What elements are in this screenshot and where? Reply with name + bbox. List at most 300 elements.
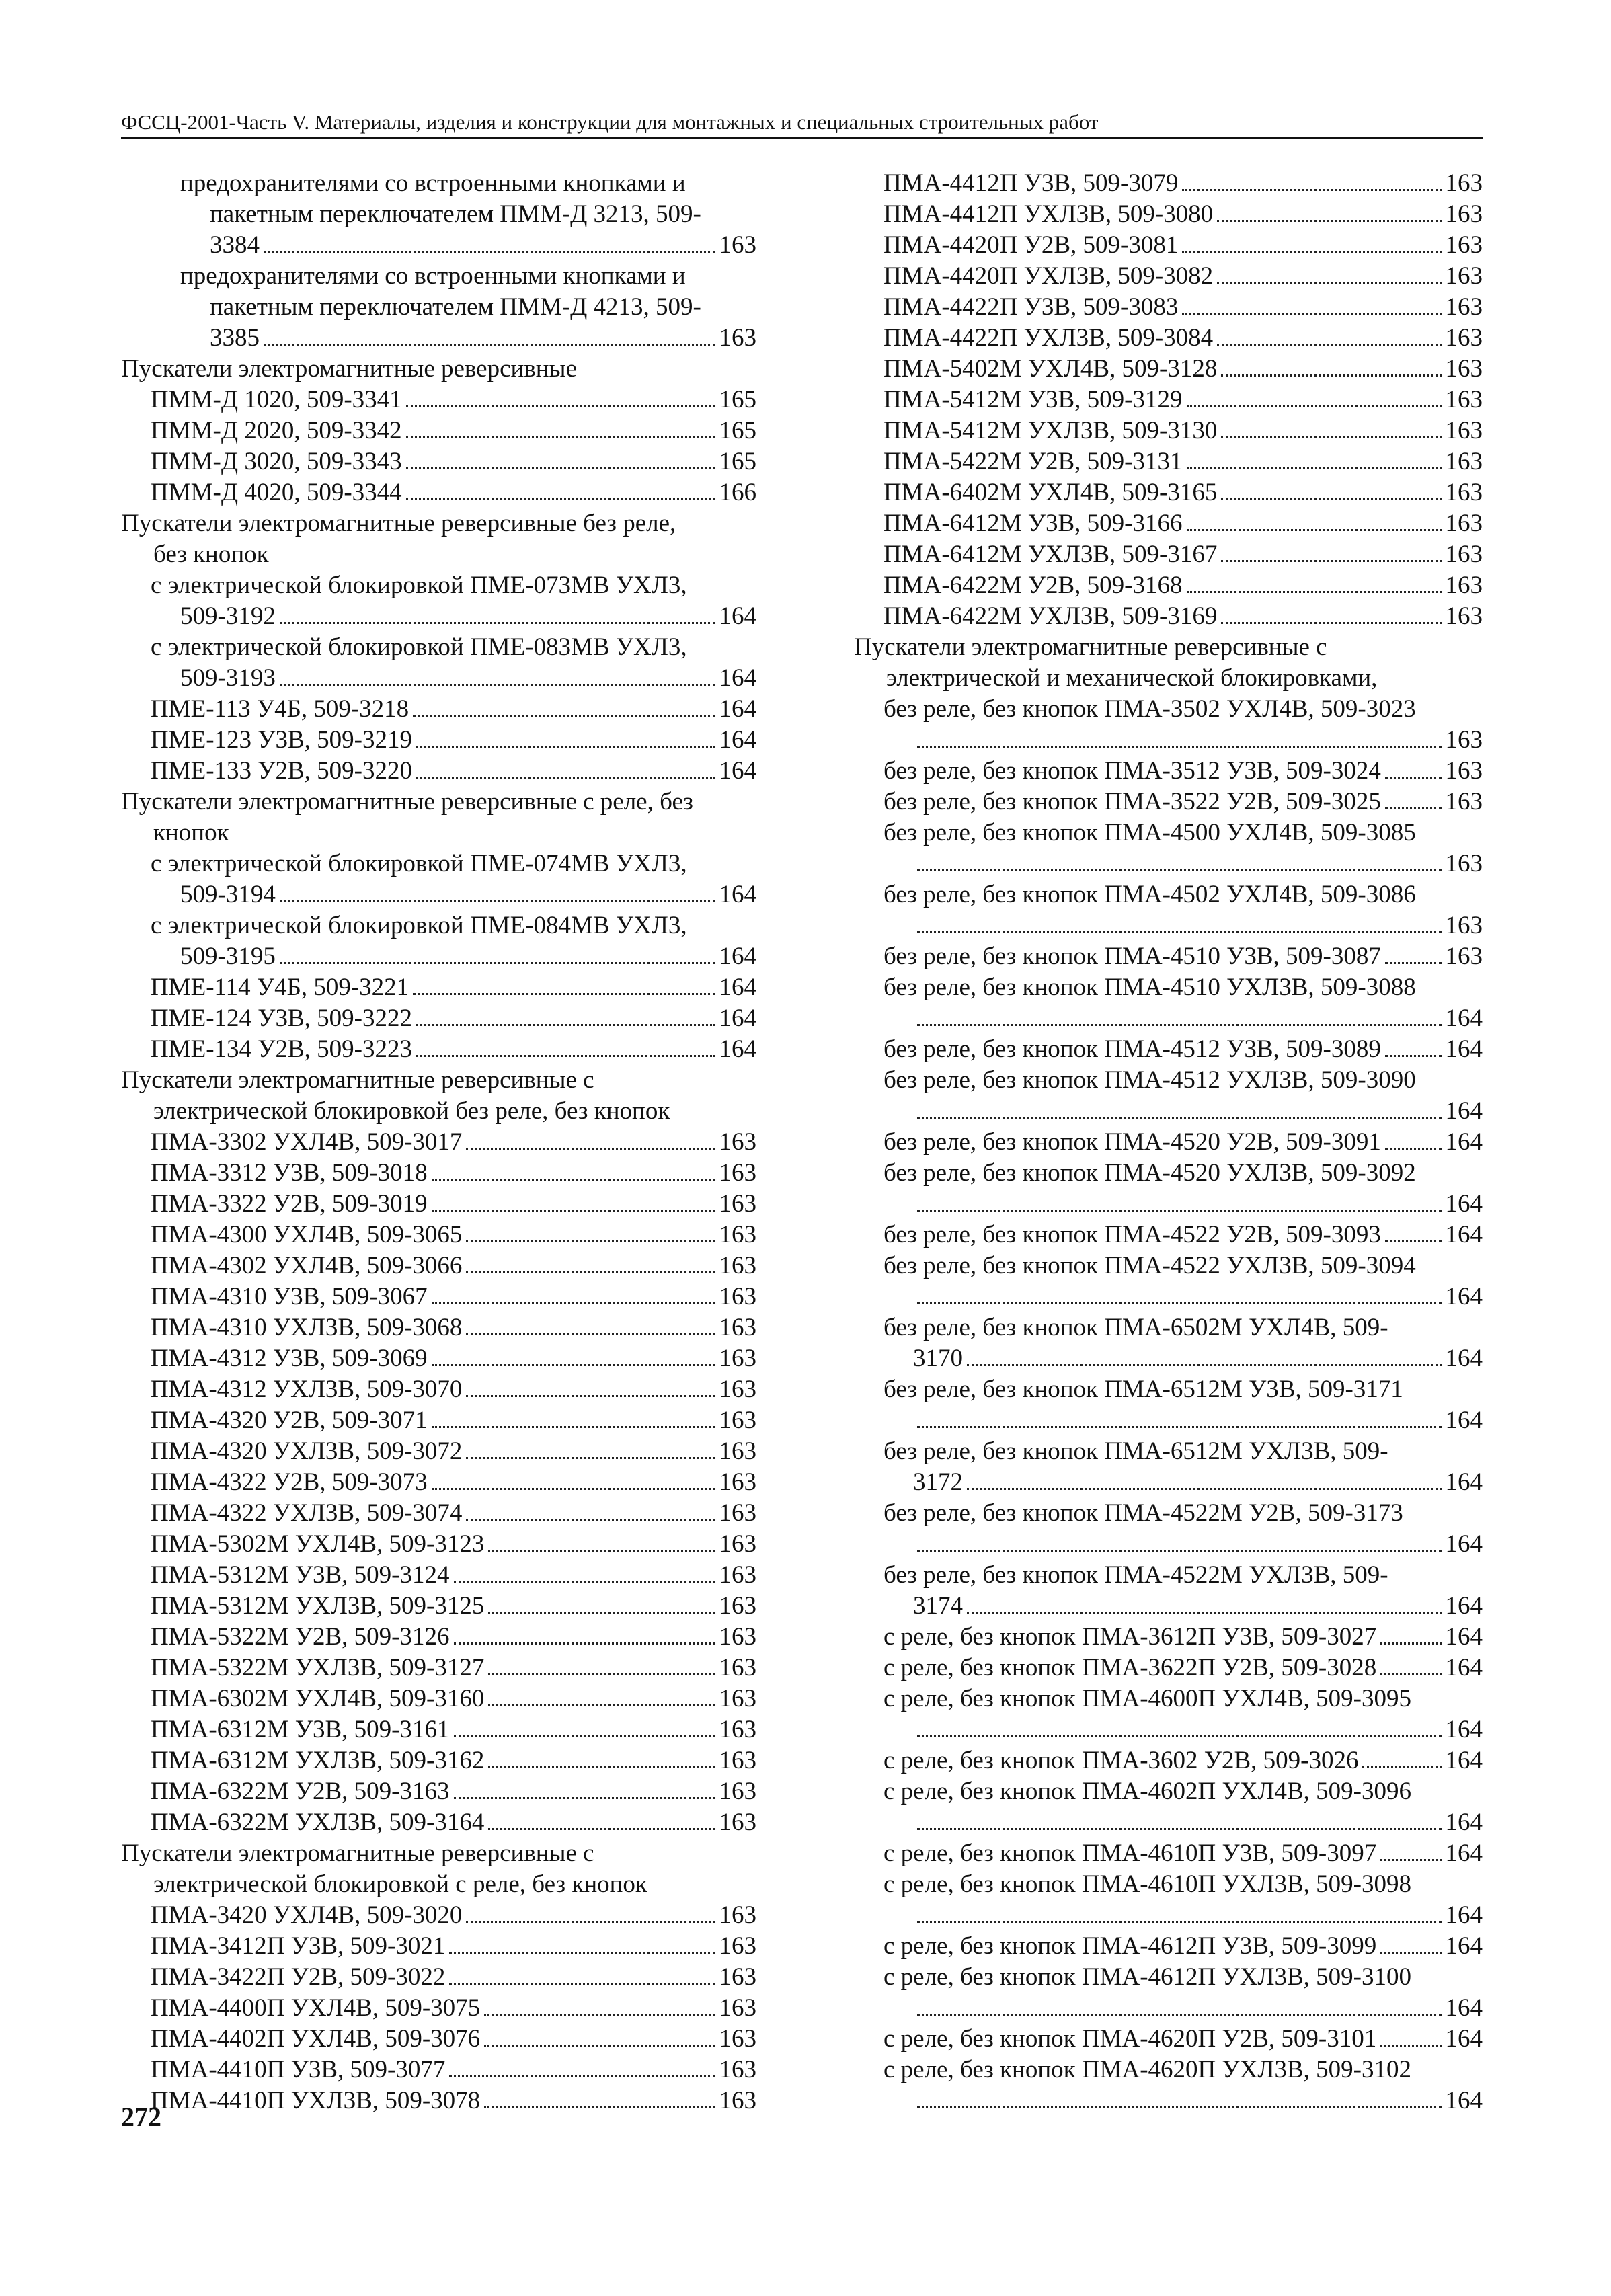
index-entry bbox=[121, 601, 756, 632]
index-entry-text: 509-3193 bbox=[180, 664, 276, 692]
page-ref: 163 bbox=[719, 1437, 756, 1465]
dot-leader bbox=[432, 1364, 715, 1366]
dot-leader bbox=[1380, 2045, 1441, 2047]
index-entry-text: ПМЕ-124 У3В, 509-3222 bbox=[151, 1004, 412, 1032]
page-ref: 163 bbox=[1445, 200, 1483, 228]
dot-leader bbox=[466, 1921, 715, 1923]
index-entry-line: без реле, без кнопок ПМА-3502 УХЛ4В, 509-3023 bbox=[883, 695, 1416, 723]
index-entry bbox=[121, 1034, 756, 1065]
index-entry-line: с электрической блокировкой ПМЕ-084МВ УХЛ3, bbox=[151, 912, 687, 939]
page-ref: 163 bbox=[719, 231, 756, 259]
page-ref: 163 bbox=[719, 1376, 756, 1403]
index-heading-line: без кнопок bbox=[153, 541, 269, 568]
dot-leader bbox=[1380, 1952, 1441, 1954]
index-entry-line: без реле, без кнопок ПМА-4522М УХЛ3В, 509- bbox=[883, 1561, 1388, 1589]
dot-leader bbox=[488, 1673, 715, 1675]
index-entry-line: с реле, без кнопок ПМА-4620П УХЛ3В, 509-3102 bbox=[883, 2056, 1412, 2084]
page-ref: 164 bbox=[719, 1035, 756, 1063]
index-entry-text: с реле, без кнопок ПМА-4610П У3В, 509-3097 bbox=[883, 1839, 1377, 1867]
index-entry bbox=[854, 508, 1483, 539]
index-entry-text: ПМА-6312М УХЛ3В, 509-3162 bbox=[151, 1747, 485, 1774]
index-entry bbox=[121, 1251, 756, 1281]
index-entry bbox=[854, 477, 1483, 508]
page-ref: 163 bbox=[719, 1314, 756, 1341]
index-entry-text: ПММ-Д 1020, 509-3341 bbox=[151, 386, 402, 413]
index-entry-line: с реле, без кнопок ПМА-4612П УХЛ3В, 509-3100 bbox=[883, 1963, 1412, 1991]
index-entry bbox=[121, 1745, 756, 1776]
index-entry-leader-row bbox=[854, 1281, 1483, 1312]
dot-leader bbox=[466, 1148, 715, 1150]
page-ref: 164 bbox=[1445, 1592, 1483, 1620]
page-ref: 163 bbox=[1445, 169, 1483, 197]
dot-leader bbox=[280, 622, 715, 624]
index-entry-leader-row bbox=[854, 1189, 1483, 1220]
page-ref: 163 bbox=[1445, 943, 1483, 970]
index-entry-line: с электрической блокировкой ПМЕ-083МВ УХЛ3, bbox=[151, 633, 687, 661]
page-ref: 163 bbox=[1445, 386, 1483, 413]
page-ref: 163 bbox=[719, 2056, 756, 2084]
index-entry-text: с реле, без кнопок ПМА-3622П У2В, 509-3028 bbox=[883, 1654, 1377, 1681]
dot-leader bbox=[1221, 374, 1441, 377]
index-entry bbox=[854, 1838, 1483, 1869]
dot-leader bbox=[1221, 436, 1441, 438]
index-entry bbox=[121, 1374, 756, 1405]
dot-leader bbox=[416, 1055, 715, 1057]
dot-leader bbox=[280, 962, 715, 964]
dot-leader bbox=[454, 1581, 715, 1583]
dot-leader bbox=[1385, 962, 1442, 964]
index-entry-text: ПМА-3420 УХЛ4В, 509-3020 bbox=[151, 1901, 463, 1929]
index-heading-line: электрической и механической блокировками, bbox=[886, 664, 1378, 692]
index-entry-text: без реле, без кнопок ПМА-4522 У2В, 509-3093 bbox=[883, 1221, 1381, 1249]
page-ref: 163 bbox=[719, 1499, 756, 1527]
dot-leader bbox=[917, 1550, 1442, 1552]
index-entry-text: ПМА-3422П У2В, 509-3022 bbox=[151, 1963, 446, 1991]
index-entry-text: ПМА-5412М УХЛ3В, 509-3130 bbox=[883, 417, 1218, 444]
index-entry-line: без реле, без кнопок ПМА-4520 УХЛ3В, 509-3092 bbox=[883, 1159, 1416, 1187]
index-entry bbox=[121, 725, 756, 756]
index-entry-text: ПМА-4422П УХЛ3В, 509-3084 bbox=[883, 324, 1214, 352]
dot-leader bbox=[917, 1024, 1442, 1026]
page-ref: 163 bbox=[719, 2087, 756, 2114]
index-entry bbox=[121, 1405, 756, 1436]
page-ref: 163 bbox=[1445, 850, 1483, 877]
index-entry bbox=[121, 446, 756, 477]
dot-leader bbox=[416, 1024, 715, 1026]
index-entry-line: с реле, без кнопок ПМА-4600П УХЛ4В, 509-3095 bbox=[883, 1685, 1412, 1712]
index-entry bbox=[121, 477, 756, 508]
index-entry-line: предохранителями со встроенными кнопками и bbox=[180, 169, 686, 197]
index-entry bbox=[121, 756, 756, 787]
page-ref: 164 bbox=[1445, 1035, 1483, 1063]
dot-leader bbox=[1362, 1766, 1441, 1768]
running-header: ФССЦ-2001-Часть V. Материалы, изделия и конструкции для монтажных и специальных строительных работ bbox=[121, 108, 1483, 139]
index-entry bbox=[121, 1467, 756, 1498]
index-entry-text: ПМА-5312М У3В, 509-3124 bbox=[151, 1561, 450, 1589]
dot-leader bbox=[917, 1210, 1442, 1212]
dot-leader bbox=[454, 1642, 715, 1645]
index-entry bbox=[854, 1745, 1483, 1776]
dot-leader bbox=[466, 1271, 715, 1273]
dot-leader bbox=[466, 1333, 715, 1335]
page-ref: 163 bbox=[719, 1809, 756, 1836]
dot-leader bbox=[1385, 1148, 1442, 1150]
dot-leader bbox=[1182, 189, 1441, 191]
index-entry-text: без реле, без кнопок ПМА-3522 У2В, 509-3025 bbox=[883, 788, 1381, 816]
index-entry-text: ПМА-4320 У2В, 509-3071 bbox=[151, 1407, 428, 1434]
index-entry bbox=[121, 879, 756, 910]
index-entry-line: без реле, без кнопок ПМА-6502М УХЛ4В, 509- bbox=[883, 1314, 1388, 1341]
dot-leader bbox=[406, 436, 715, 438]
page-ref: 163 bbox=[719, 1468, 756, 1496]
index-entry bbox=[854, 1034, 1483, 1065]
index-entry bbox=[121, 1312, 756, 1343]
dot-leader bbox=[917, 931, 1442, 933]
index-heading-line: Пускатели электромагнитные реверсивные без реле, bbox=[121, 510, 676, 537]
page-ref: 163 bbox=[719, 1623, 756, 1651]
index-entry bbox=[121, 1653, 756, 1684]
index-entry-text: ПМЕ-114 У4Б, 509-3221 bbox=[151, 974, 409, 1001]
index-entry-leader-row bbox=[854, 1807, 1483, 1838]
index-entry-text: ПМА-6312М У3В, 509-3161 bbox=[151, 1716, 450, 1743]
page-ref: 163 bbox=[1445, 355, 1483, 383]
index-entry-line: без реле, без кнопок ПМА-4502 УХЛ4В, 509-3086 bbox=[883, 881, 1416, 908]
index-entry bbox=[854, 539, 1483, 570]
index-entry-line: без реле, без кнопок ПМА-6512М УХЛ3В, 509- bbox=[883, 1437, 1388, 1465]
page-ref: 163 bbox=[719, 1561, 756, 1589]
dot-leader bbox=[488, 1828, 715, 1830]
dot-leader bbox=[432, 1210, 715, 1212]
dot-leader bbox=[488, 1550, 715, 1552]
page-ref: 164 bbox=[1445, 1809, 1483, 1836]
page-ref: 163 bbox=[719, 1963, 756, 1991]
page-ref: 164 bbox=[1445, 1623, 1483, 1651]
dot-leader bbox=[917, 1828, 1442, 1830]
index-entry bbox=[854, 1931, 1483, 1962]
dot-leader bbox=[406, 467, 715, 469]
dot-leader bbox=[449, 1952, 715, 1954]
dot-leader bbox=[454, 1797, 715, 1799]
dot-leader bbox=[432, 1488, 715, 1490]
dot-leader bbox=[1217, 282, 1441, 284]
index-entry-text: 509-3194 bbox=[180, 881, 276, 908]
page-ref: 164 bbox=[1445, 1901, 1483, 1929]
dot-leader bbox=[454, 1735, 715, 1737]
page-ref: 163 bbox=[1445, 510, 1483, 537]
dot-leader bbox=[917, 1426, 1442, 1428]
index-entry bbox=[854, 323, 1483, 354]
index-entry-leader-row bbox=[854, 848, 1483, 879]
page-ref: 163 bbox=[1445, 231, 1483, 259]
dot-leader bbox=[1182, 313, 1441, 315]
dot-leader bbox=[432, 1426, 715, 1428]
index-entry-text: ПММ-Д 2020, 509-3342 bbox=[151, 417, 402, 444]
index-entry bbox=[121, 1436, 756, 1467]
index-entry-text: ПМА-5322М У2В, 509-3126 bbox=[151, 1623, 450, 1651]
index-entry-text: ПМЕ-134 У2В, 509-3223 bbox=[151, 1035, 412, 1063]
index-entry-text: ПМА-5312М УХЛ3В, 509-3125 bbox=[151, 1592, 485, 1620]
index-entry-text: ПМЕ-113 У4Б, 509-3218 bbox=[151, 695, 409, 723]
index-entry bbox=[854, 1467, 1483, 1498]
index-entry bbox=[121, 1776, 756, 1807]
dot-leader bbox=[917, 869, 1442, 871]
index-entry-text: ПМА-5322М УХЛ3В, 509-3127 bbox=[151, 1654, 485, 1681]
index-entry-text: ПМА-4322 УХЛ3В, 509-3074 bbox=[151, 1499, 463, 1527]
dot-leader bbox=[1385, 777, 1442, 779]
dot-leader bbox=[432, 1179, 715, 1181]
index-entry-text: ПМА-4420П УХЛ3В, 509-3082 bbox=[883, 262, 1214, 290]
dot-leader bbox=[1221, 560, 1441, 562]
index-entry bbox=[121, 385, 756, 415]
dot-leader bbox=[264, 344, 715, 346]
index-entry-text: 509-3192 bbox=[180, 602, 276, 630]
page-ref: 163 bbox=[1445, 324, 1483, 352]
index-heading-line: Пускатели электромагнитные реверсивные с bbox=[121, 1839, 594, 1867]
index-entry-text: ПМА-6412М УХЛ3В, 509-3167 bbox=[883, 541, 1218, 568]
index-heading-line: Пускатели электромагнитные реверсивные bbox=[121, 355, 577, 383]
index-entry-leader-row bbox=[854, 1096, 1483, 1127]
index-entry-text: ПМА-4402П УХЛ4В, 509-3076 bbox=[151, 2025, 481, 2053]
index-entry bbox=[121, 1560, 756, 1591]
index-entry bbox=[854, 446, 1483, 477]
dot-leader bbox=[406, 498, 715, 500]
page-ref: 163 bbox=[719, 1159, 756, 1187]
index-entry bbox=[854, 199, 1483, 230]
dot-leader bbox=[1380, 1673, 1441, 1675]
index-entry-leader-row bbox=[854, 1714, 1483, 1745]
index-entry-text: ПМА-6412М У3В, 509-3166 bbox=[883, 510, 1183, 537]
index-entry-leader-row bbox=[854, 1529, 1483, 1560]
index-entry-line: без реле, без кнопок ПМА-6512М У3В, 509-3171 bbox=[883, 1376, 1403, 1403]
page-ref: 163 bbox=[719, 1283, 756, 1310]
page-ref: 163 bbox=[719, 1685, 756, 1712]
index-entry bbox=[121, 323, 756, 354]
dot-leader bbox=[413, 715, 715, 717]
dot-leader bbox=[1187, 529, 1442, 531]
index-entry-line: с электрической блокировкой ПМЕ-073МВ УХЛ3, bbox=[151, 571, 687, 599]
index-entry bbox=[854, 601, 1483, 632]
index-entry-text: без реле, без кнопок ПМА-3512 У3В, 509-3024 bbox=[883, 757, 1381, 785]
dot-leader bbox=[917, 1302, 1442, 1304]
page-ref: 164 bbox=[1445, 2025, 1483, 2053]
index-entry-text: ПМА-5422М У2В, 509-3131 bbox=[883, 448, 1183, 475]
index-entry-line: без реле, без кнопок ПМА-4522 УХЛ3В, 509-3094 bbox=[883, 1252, 1416, 1279]
index-entry bbox=[854, 1343, 1483, 1374]
page-ref: 163 bbox=[719, 1345, 756, 1372]
index-entry-text: ПМА-4300 УХЛ4В, 509-3065 bbox=[151, 1221, 463, 1249]
page-ref: 163 bbox=[1445, 417, 1483, 444]
index-entry-leader-row bbox=[854, 1405, 1483, 1436]
page-ref: 164 bbox=[1445, 1221, 1483, 1249]
page-ref: 163 bbox=[719, 1654, 756, 1681]
index-entry-text: без реле, без кнопок ПМА-4512 У3В, 509-3089 bbox=[883, 1035, 1381, 1063]
page-ref: 163 bbox=[719, 1592, 756, 1620]
index-entry-line: без реле, без кнопок ПМА-4510 УХЛ3В, 509-3088 bbox=[883, 974, 1416, 1001]
page-ref: 163 bbox=[719, 1221, 756, 1249]
index-entry-text: ПМА-3302 УХЛ4В, 509-3017 bbox=[151, 1128, 463, 1156]
index-entry bbox=[121, 2086, 756, 2116]
page-ref: 164 bbox=[719, 695, 756, 723]
index-entry bbox=[854, 415, 1483, 446]
index-entry-leader-row bbox=[854, 910, 1483, 941]
dot-leader bbox=[449, 1983, 715, 1985]
index-entry-text: ПМА-6402М УХЛ4В, 509-3165 bbox=[883, 479, 1218, 506]
page-ref: 164 bbox=[1445, 1932, 1483, 1960]
index-entry bbox=[121, 1993, 756, 2024]
index-entry-leader-row bbox=[854, 1003, 1483, 1034]
index-entry-line: с электрической блокировкой ПМЕ-074МВ УХЛ3, bbox=[151, 850, 687, 877]
dot-leader bbox=[917, 2014, 1442, 2016]
index-entry-text: ПМА-6322М УХЛ3В, 509-3164 bbox=[151, 1809, 485, 1836]
index-entry bbox=[854, 1220, 1483, 1251]
page-ref: 164 bbox=[1445, 2087, 1483, 2114]
index-entry-text: ПМА-4400П УХЛ4В, 509-3075 bbox=[151, 1994, 481, 2022]
page-ref: 163 bbox=[719, 1252, 756, 1279]
index-entry bbox=[121, 1900, 756, 1931]
index-entry-text: 3385 bbox=[210, 324, 260, 352]
index-entry-text: ПМА-4410П УХЛ3В, 509-3078 bbox=[151, 2087, 481, 2114]
page-ref: 163 bbox=[719, 2025, 756, 2053]
index-entry bbox=[121, 1807, 756, 1838]
index-entry-leader-row bbox=[854, 725, 1483, 756]
index-entry bbox=[121, 972, 756, 1003]
index-entry bbox=[854, 1622, 1483, 1653]
index-entry bbox=[121, 1281, 756, 1312]
index-entry-text: ПМА-3322 У2В, 509-3019 bbox=[151, 1190, 428, 1218]
page-ref: 164 bbox=[1445, 1283, 1483, 1310]
index-entry-line: без реле, без кнопок ПМА-4512 УХЛ3В, 509-3090 bbox=[883, 1066, 1416, 1094]
index-entry bbox=[121, 1714, 756, 1745]
index-entry bbox=[854, 1127, 1483, 1158]
index-entry-text: ПММ-Д 4020, 509-3344 bbox=[151, 479, 402, 506]
page-ref: 163 bbox=[719, 1190, 756, 1218]
page-ref: 163 bbox=[1445, 726, 1483, 754]
dot-leader bbox=[488, 1766, 715, 1768]
page-ref: 163 bbox=[1445, 602, 1483, 630]
dot-leader bbox=[917, 1921, 1442, 1923]
dot-leader bbox=[1380, 1859, 1441, 1861]
page-ref: 163 bbox=[719, 1530, 756, 1558]
index-entry-line: без реле, без кнопок ПМА-4522М У2В, 509-3173 bbox=[883, 1499, 1403, 1527]
page-ref: 164 bbox=[1445, 1530, 1483, 1558]
index-entry bbox=[854, 2024, 1483, 2055]
dot-leader bbox=[917, 1117, 1442, 1119]
page-ref: 163 bbox=[1445, 293, 1483, 321]
page-ref: 166 bbox=[719, 479, 756, 506]
index-entry-text: 3174 bbox=[913, 1592, 963, 1620]
page-ref: 164 bbox=[1445, 1654, 1483, 1681]
dot-leader bbox=[967, 1364, 1442, 1366]
page-ref: 163 bbox=[719, 324, 756, 352]
index-heading-line: Пускатели электромагнитные реверсивные с реле, без bbox=[121, 788, 693, 816]
dot-leader bbox=[466, 1395, 715, 1397]
index-entry bbox=[121, 1962, 756, 1993]
page-ref: 163 bbox=[1445, 479, 1483, 506]
page-ref: 164 bbox=[1445, 1190, 1483, 1218]
index-entry-text: ПМА-4320 УХЛ3В, 509-3072 bbox=[151, 1437, 463, 1465]
index-entry bbox=[121, 1684, 756, 1714]
page-ref: 163 bbox=[1445, 912, 1483, 939]
index-entry-text: ПММ-Д 3020, 509-3343 bbox=[151, 448, 402, 475]
index-entry-line: пакетным переключателем ПММ-Д 3213, 509- bbox=[210, 200, 701, 228]
page-ref: 163 bbox=[1445, 757, 1483, 785]
dot-leader bbox=[917, 2106, 1442, 2108]
index-entry-text: ПМА-6422М У2В, 509-3168 bbox=[883, 571, 1183, 599]
index-entry-text: ПМА-6422М УХЛ3В, 509-3169 bbox=[883, 602, 1218, 630]
dot-leader bbox=[1182, 251, 1441, 253]
page-ref: 163 bbox=[719, 1994, 756, 2022]
page-ref: 164 bbox=[719, 881, 756, 908]
index-entry bbox=[121, 1343, 756, 1374]
page-ref: 164 bbox=[719, 602, 756, 630]
index-entry bbox=[854, 230, 1483, 261]
index-entry bbox=[854, 168, 1483, 199]
dot-leader bbox=[1187, 405, 1442, 407]
index-entry-text: ПМА-4420П У2В, 509-3081 bbox=[883, 231, 1179, 259]
dot-leader bbox=[967, 1612, 1442, 1614]
dot-leader bbox=[488, 1612, 715, 1614]
index-heading-line: Пускатели электромагнитные реверсивные с bbox=[854, 633, 1327, 661]
index-entry bbox=[121, 663, 756, 694]
page-ref: 163 bbox=[719, 1778, 756, 1805]
index-entry-text: ПМА-6322М У2В, 509-3163 bbox=[151, 1778, 450, 1805]
index-entry bbox=[854, 570, 1483, 601]
index-column-left bbox=[121, 168, 756, 2116]
dot-leader bbox=[1217, 344, 1441, 346]
index-entry-line: без реле, без кнопок ПМА-4500 УХЛ4В, 509-3085 bbox=[883, 819, 1416, 846]
index-entry-text: без реле, без кнопок ПМА-4520 У2В, 509-3091 bbox=[883, 1128, 1381, 1156]
index-entry-text: с реле, без кнопок ПМА-3612П У3В, 509-3027 bbox=[883, 1623, 1377, 1651]
page-ref: 164 bbox=[1445, 1128, 1483, 1156]
page-ref: 163 bbox=[1445, 541, 1483, 568]
index-entry-text: ПМА-4312 УХЛ3В, 509-3070 bbox=[151, 1376, 463, 1403]
page-ref: 164 bbox=[719, 757, 756, 785]
page-ref: 164 bbox=[719, 974, 756, 1001]
dot-leader bbox=[280, 684, 715, 686]
index-heading-line: электрической блокировкой с реле, без кнопок bbox=[153, 1870, 647, 1898]
index-entry-text: ПМЕ-133 У2В, 509-3220 bbox=[151, 757, 412, 785]
index-entry-text: ПМА-3412П У3В, 509-3021 bbox=[151, 1932, 446, 1960]
index-entry bbox=[121, 230, 756, 261]
index-entry-text: с реле, без кнопок ПМА-4620П У2В, 509-3101 bbox=[883, 2025, 1377, 2053]
index-entry bbox=[854, 1653, 1483, 1684]
index-entry-line: с реле, без кнопок ПМА-4610П УХЛ3В, 509-3098 bbox=[883, 1870, 1412, 1898]
page-ref: 164 bbox=[1445, 1839, 1483, 1867]
dot-leader bbox=[466, 1457, 715, 1459]
index-entry-leader-row bbox=[854, 2086, 1483, 2116]
index-entry bbox=[121, 941, 756, 972]
index-entry-text: ПМА-4310 У3В, 509-3067 bbox=[151, 1283, 428, 1310]
page-ref: 163 bbox=[719, 1716, 756, 1743]
dot-leader bbox=[488, 1704, 715, 1706]
page-ref: 164 bbox=[1445, 1468, 1483, 1496]
index-entry bbox=[121, 1498, 756, 1529]
dot-leader bbox=[917, 1735, 1442, 1737]
index-entry-text: с реле, без кнопок ПМА-3602 У2В, 509-3026 bbox=[883, 1747, 1359, 1774]
dot-leader bbox=[1217, 220, 1441, 222]
index-entry-text: ПМА-5412М У3В, 509-3129 bbox=[883, 386, 1183, 413]
index-entry-text: ПМА-5302М УХЛ4В, 509-3123 bbox=[151, 1530, 485, 1558]
page-ref: 164 bbox=[719, 726, 756, 754]
index-entry-text: ПМА-4322 У2В, 509-3073 bbox=[151, 1468, 428, 1496]
page-ref: 164 bbox=[1445, 1716, 1483, 1743]
dot-leader bbox=[1187, 591, 1442, 593]
dot-leader bbox=[280, 900, 715, 902]
page-ref: 164 bbox=[719, 664, 756, 692]
index-entry bbox=[121, 1622, 756, 1653]
index-entry-text: ПМА-4302 УХЛ4В, 509-3066 bbox=[151, 1252, 463, 1279]
page-ref: 164 bbox=[1445, 1345, 1483, 1372]
